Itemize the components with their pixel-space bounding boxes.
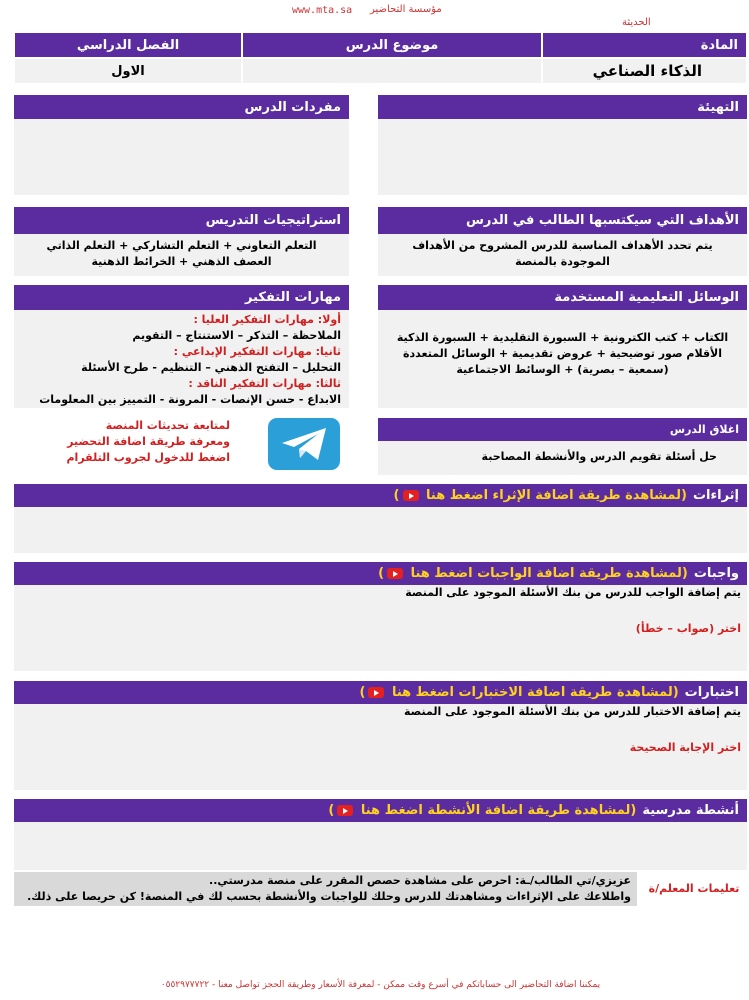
footer-contact[interactable]: يمكننا اضافة التحاضير الى حساباتكم في أسرع وقت ممكن - لمعرفة الأسعار وطريقة الحجز تواصل معنا - ٠٥٥٢٩٧٧٧٢٢ (160, 980, 601, 990)
semester-label: الفصل الدراسي (14, 32, 242, 58)
teacher-message (14, 872, 637, 906)
enrichment-title: إثراءات (692, 488, 739, 503)
site-url[interactable]: www.mta.sa (292, 5, 353, 16)
tests-header (14, 681, 747, 704)
homework-title: واجبات (693, 566, 739, 581)
thinking-body (14, 310, 349, 408)
org-subtitle: الحديثة (622, 17, 651, 28)
homework-question-type: اختر (صواب – خطأ) (635, 622, 741, 635)
topic-value[interactable] (242, 58, 542, 84)
closing-header: اغلاق الدرس (378, 418, 747, 441)
activities-link[interactable]: (لمشاهدة طريقة اضافة الأنشطة اضغط هنا ) (328, 803, 637, 818)
homework-header (14, 562, 747, 585)
youtube-icon (387, 568, 403, 579)
strategies-line-2: العصف الذهني + الخرائط الذهنية (91, 255, 272, 268)
tests-question-type: اختر الإجابة الصحيحة (629, 741, 741, 754)
tests-text: يتم إضافة الاختبار للدرس من بنك الأسئلة الموجود على المنصة (404, 705, 741, 718)
teacher-instructions (14, 872, 747, 906)
thinking-line-1: الملاحظة – التذكر – الاستنتاج – التقويم (132, 329, 341, 342)
homework-body (14, 585, 747, 671)
lesson-items-header: مفردات الدرس (14, 95, 349, 119)
telegram-line-3: اضغط للدخول لجروب التلقرام (66, 451, 230, 464)
closing-text: حل أسئلة تقويم الدرس والأنشطة المصاحبة (481, 450, 717, 463)
teacher-label: تعليمات المعلم/ة (641, 872, 747, 906)
telegram-icon (268, 418, 340, 470)
strategies-line-1: التعلم التعاوني + التعلم التشاركي + التعلم الذاتي (46, 239, 317, 252)
strategies-header: استراتيجيات التدريس (14, 207, 349, 234)
objectives-body (378, 234, 747, 276)
thinking-line-2: التحليل – التفتح الذهني – التنظيم - طرح الأسئلة (81, 361, 341, 374)
media-line-3: (سمعية – بصرية) + الوسائط الاجتماعية (456, 363, 669, 376)
objectives-text: يتم تحدد الأهداف المناسبة للدرس المشروح من الأهداف الموجودة بالمنصة (412, 239, 713, 268)
thinking-line-3: الابداع - حسن الإنصات - المرونة - التمييز بين المعلومات (39, 393, 341, 406)
youtube-icon (403, 490, 419, 501)
telegram-line-2: ومعرفة طريقة اضافة التحضير (67, 435, 230, 448)
intro-body[interactable] (378, 119, 747, 195)
topic-label: موضوع الدرس (242, 32, 542, 58)
youtube-icon (368, 687, 384, 698)
teacher-line-1: عزيزي/تي الطالب/ـة: احرص على مشاهدة حصص المقرر على منصة مدرستي.. (209, 874, 631, 887)
activities-header (14, 799, 747, 822)
thinking-heading-3: ثالثا: مهارات التفكير الناقد : (188, 377, 341, 390)
tests-link[interactable]: (لمشاهدة طريقة اضافة الاختبارات اضغط هنا ) (359, 685, 679, 700)
teacher-line-2: واطلاعك على الإثراءات ومشاهدتك للدرس وحلك للواجبات والأنشطة بحسب لك في المنصة! كن حريصا على ذلك. (27, 890, 631, 903)
enrichment-link[interactable]: (لمشاهدة طريقة اضافة الإثراء اضغط هنا ) (393, 488, 687, 503)
closing-body (378, 441, 747, 475)
activities-title: أنشطة مدرسية (642, 803, 739, 818)
telegram-line-1: لمتابعة تحديثات المنصة (105, 419, 230, 432)
objectives-header: الأهداف التي سيكتسبها الطالب في الدرس (378, 207, 747, 234)
enrichment-link-text: (لمشاهدة طريقة اضافة الإثراء اضغط هنا (426, 488, 687, 503)
media-body (378, 310, 747, 408)
activities-link-text: (لمشاهدة طريقة اضافة الأنشطة اضغط هنا (360, 803, 637, 818)
thinking-header: مهارات التفكير (14, 285, 349, 310)
media-line-1: الكتاب + كتب الكترونية + السبورة التقليدية + السبورة الذكية (396, 331, 729, 344)
media-header: الوسائل التعليمية المستخدمة (378, 285, 747, 310)
telegram-button[interactable] (268, 418, 340, 470)
telegram-promo[interactable] (40, 418, 230, 466)
intro-header: التهيئة (378, 95, 747, 119)
thinking-heading-1: أولا: مهارات التفكير العليا : (193, 313, 341, 326)
org-name: مؤسسة التحاضير (370, 4, 442, 15)
lesson-items-body[interactable] (14, 119, 349, 195)
info-table (14, 32, 747, 84)
enrichment-body[interactable] (14, 507, 747, 553)
homework-link[interactable]: (لمشاهدة طريقة اضافة الواجبات اضغط هنا ) (378, 566, 688, 581)
enrichment-header (14, 484, 747, 507)
tests-link-text: (لمشاهدة طريقة اضافة الاختبارات اضغط هنا (391, 685, 679, 700)
homework-text: يتم إضافة الواجب للدرس من بنك الأسئلة الموجود على المنصة (405, 586, 741, 599)
semester-value: الاول (14, 58, 242, 84)
strategies-body (14, 234, 349, 276)
subject-value: الذكاء الصناعي (542, 58, 747, 84)
subject-label: المادة (542, 32, 747, 58)
activities-body[interactable] (14, 822, 747, 870)
tests-body (14, 704, 747, 790)
youtube-icon (337, 805, 353, 816)
tests-title: اختبارات (684, 685, 739, 700)
media-line-2: الأقلام صور توضيحية + عروض تقديمية + الوسائل المتعددة (403, 347, 722, 360)
homework-link-text: (لمشاهدة طريقة اضافة الواجبات اضغط هنا (410, 566, 688, 581)
thinking-heading-2: ثانيا: مهارات التفكير الإبداعي : (173, 345, 341, 358)
